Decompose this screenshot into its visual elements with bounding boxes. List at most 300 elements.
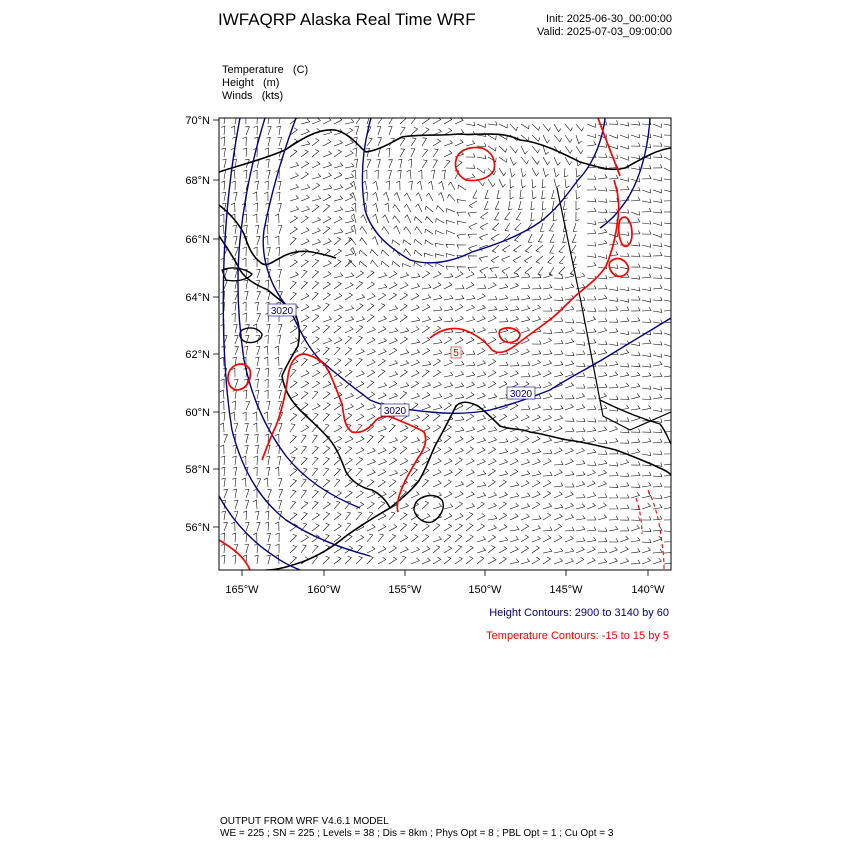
wind-barb (367, 327, 375, 333)
wind-barb (554, 318, 563, 322)
wind-barb (334, 282, 341, 289)
wind-barb (253, 214, 257, 223)
wind-barb (554, 483, 563, 488)
wind-barb (301, 304, 309, 311)
wind-barb (312, 370, 320, 377)
wind-barb (334, 293, 342, 300)
wind-barb (275, 346, 279, 355)
wind-barb (444, 295, 453, 300)
wind-barb (620, 287, 629, 291)
wind-barb (631, 287, 640, 291)
wind-barb (422, 284, 431, 289)
wind-barb (334, 196, 343, 201)
height-contour-west-1 (238, 118, 360, 508)
wind-barb (631, 472, 640, 476)
wind-barb (653, 330, 662, 334)
wind-barb (264, 236, 268, 245)
wind-barb (444, 318, 453, 323)
wind-barb (653, 373, 662, 377)
wind-barb (664, 406, 673, 410)
wind-barb (290, 501, 296, 509)
wind-barb (433, 317, 442, 322)
wind-barb (521, 168, 526, 177)
wind-barb (367, 448, 375, 454)
wind-barb (375, 170, 379, 179)
wind-barb (356, 381, 364, 388)
wind-barb (576, 330, 585, 334)
wind-barb (499, 381, 507, 388)
wind-barb (411, 371, 419, 378)
wind-barb (411, 360, 419, 366)
wind-barb (422, 128, 429, 135)
wind-barb (532, 557, 540, 564)
wind-barb (455, 437, 463, 444)
wind-barb (631, 197, 640, 201)
wind-barb (244, 434, 248, 443)
wind-barb (222, 159, 226, 168)
wind-barb (400, 337, 408, 344)
wind-barb (312, 468, 318, 476)
wind-barb (565, 339, 574, 344)
wind-barb (254, 115, 258, 124)
wind-barb (425, 229, 433, 234)
wind-barb (620, 383, 629, 388)
wind-barb (345, 218, 354, 223)
wind-barb (653, 297, 662, 301)
wind-barb (233, 280, 237, 289)
wind-barb (367, 534, 373, 542)
wind-barb (290, 469, 297, 477)
temperature-label-1 (451, 347, 461, 359)
temperature-contour-loop-far-east (619, 217, 632, 246)
temperature-contour-central-east (499, 328, 520, 343)
wind-barb (466, 272, 474, 278)
wind-barb (233, 390, 237, 399)
wind-barb (554, 157, 560, 165)
wind-barb (444, 403, 451, 410)
wind-barb (345, 228, 354, 234)
wind-barb (587, 503, 595, 509)
wind-barb (301, 392, 308, 400)
wind-barb (312, 305, 320, 311)
wind-barb (455, 272, 463, 279)
wind-barb (290, 162, 299, 168)
wind-barb (565, 558, 574, 564)
wind-barb (290, 435, 296, 443)
wind-barb (499, 537, 508, 542)
wind-barb (466, 535, 473, 542)
wind-barb (609, 438, 618, 443)
wind-barb (598, 209, 607, 213)
coastlines (219, 130, 671, 570)
wind-barb (587, 516, 596, 520)
wind-barb (477, 415, 486, 421)
wind-barb (477, 482, 486, 487)
wind-barb (312, 239, 321, 245)
wind-barb (488, 179, 495, 187)
wind-barb (275, 467, 279, 476)
wind-barb (620, 134, 628, 138)
wind-barb (334, 513, 341, 521)
wind-barb (631, 275, 640, 279)
wind-barb (466, 427, 475, 433)
wind-barb (334, 163, 343, 169)
wind-barb (345, 523, 351, 531)
wind-barb (664, 372, 673, 377)
wind-barb (587, 141, 596, 146)
wind-barb (301, 381, 309, 388)
wind-barb (499, 546, 507, 553)
wind-barb (538, 267, 543, 275)
wind-barb (510, 459, 518, 465)
wind-barb (587, 558, 595, 564)
wind-barb (349, 238, 356, 245)
wind-barb (631, 484, 640, 488)
wind-barb (447, 194, 455, 201)
wind-barb (502, 267, 510, 274)
cook-inlet-coast (390, 402, 671, 508)
wind-barb (587, 449, 596, 454)
wind-barb (609, 396, 618, 400)
wind-barb (345, 358, 352, 366)
wind-barb (653, 309, 662, 313)
wind-barb (620, 372, 629, 377)
wind-barb (345, 151, 353, 157)
wind-barb (422, 271, 430, 278)
wind-barb (378, 502, 385, 510)
wind-barb (394, 193, 400, 202)
wind-barb (367, 556, 373, 564)
wind-barb (631, 525, 640, 531)
wind-barb (378, 304, 385, 312)
wind-barb (312, 337, 319, 344)
wind-barb (356, 535, 364, 542)
wind-barb (477, 448, 485, 455)
wind-barb (411, 149, 415, 157)
wind-barb (257, 479, 261, 487)
wind-barb (576, 481, 585, 487)
wind-barb (587, 547, 595, 553)
wind-barb (510, 437, 518, 443)
wind-barb (277, 456, 281, 465)
wind-barb (231, 126, 235, 135)
wind-barb (444, 160, 450, 168)
wind-barb (276, 533, 280, 542)
wind-barb (411, 127, 418, 135)
wind-barb (573, 223, 577, 232)
height-contour-west-2 (223, 118, 370, 556)
wind-barb (598, 427, 607, 432)
wind-barb (425, 206, 433, 212)
wind-barb (653, 252, 662, 256)
wind-barb (609, 547, 617, 553)
wind-barb (242, 302, 246, 311)
wind-barb (385, 203, 390, 212)
wind-barb (488, 146, 496, 151)
wind-barb (351, 181, 356, 190)
wind-barb (598, 440, 607, 444)
wind-barb (488, 480, 495, 487)
wind-barb (245, 490, 249, 499)
wind-barb (466, 459, 474, 465)
wind-barb (221, 137, 225, 146)
wind-barb (587, 176, 596, 180)
wind-barb (400, 293, 408, 300)
wind-barb (653, 439, 662, 443)
wind-barb (359, 261, 367, 267)
wind-barb (550, 234, 554, 242)
wind-barb (576, 190, 580, 199)
wind-barb (418, 170, 422, 179)
field-winds: Winds (kts) (222, 90, 284, 102)
wind-barb (642, 287, 651, 291)
wind-barb (458, 185, 466, 190)
wind-barb (312, 490, 318, 498)
wind-barb (389, 316, 397, 322)
wind-barb (414, 250, 422, 256)
svg-text:3020: 3020 (383, 406, 407, 417)
wind-barb (631, 134, 640, 138)
wind-barb (554, 535, 562, 542)
wind-barb (367, 480, 374, 487)
wind-barb (433, 129, 441, 135)
wind-barb (598, 514, 607, 520)
wind-barb (563, 201, 567, 210)
wind-barb (323, 347, 329, 355)
wind-barb (598, 199, 607, 203)
wind-barb (275, 357, 279, 366)
wind-barb (222, 478, 226, 487)
wind-barb (532, 157, 539, 164)
wind-barb (389, 557, 397, 564)
wind-barb (254, 126, 258, 135)
wind-barb (664, 395, 673, 399)
wind-barb (400, 547, 408, 553)
wind-barb (312, 413, 318, 421)
wind-barb (433, 470, 441, 476)
wind-barb (266, 159, 270, 168)
wind-barb (334, 326, 341, 333)
wind-barb (290, 184, 299, 190)
wind-barb (244, 445, 248, 454)
wind-barb (510, 547, 518, 553)
wind-barb (222, 511, 226, 520)
latitude-label: 70°N (185, 115, 210, 127)
wind-barb (620, 527, 629, 531)
wind-barb (653, 386, 662, 390)
wind-barb (367, 271, 374, 278)
wind-barb (334, 425, 342, 432)
wind-barb (503, 245, 511, 252)
wind-barb (631, 242, 640, 246)
wind-barb (352, 170, 356, 179)
wind-barb (587, 208, 596, 212)
wind-barb (505, 223, 510, 231)
wind-barb (345, 207, 354, 212)
wind-barb (301, 512, 307, 520)
wind-barb (469, 245, 477, 251)
wind-barb (354, 159, 358, 168)
wind-barb (543, 472, 552, 476)
wind-barb (345, 393, 353, 399)
wind-barb (255, 225, 259, 234)
wind-barb (488, 306, 497, 311)
wind-barb (653, 177, 662, 181)
wind-barb (510, 503, 519, 509)
wind-barb (510, 316, 519, 322)
wind-barb (491, 234, 499, 241)
wind-barb (620, 505, 629, 509)
wind-barb (565, 404, 573, 410)
wind-barb (488, 437, 497, 443)
wind-barb (433, 139, 441, 146)
wind-barb (345, 480, 352, 487)
wind-barb (631, 211, 639, 215)
wind-barb (334, 249, 342, 256)
wind-barb (312, 183, 320, 190)
wind-barb (367, 138, 372, 146)
wind-barb (301, 239, 309, 245)
wind-barb (455, 427, 464, 432)
wind-barb (411, 547, 419, 553)
wind-barb (242, 478, 246, 487)
wind-barb (378, 284, 387, 289)
wind-barb (587, 198, 596, 202)
wind-barb (532, 471, 541, 476)
wind-barb (598, 240, 607, 245)
wind-barb (642, 558, 650, 564)
wind-barb (664, 220, 673, 224)
wind-barb (521, 448, 530, 454)
wind-barb (277, 181, 281, 190)
wind-barb (510, 482, 519, 487)
wind-barb (620, 473, 629, 477)
wind-barb (554, 351, 563, 356)
wind-barb (356, 371, 364, 377)
wind-barb (532, 525, 541, 531)
wind-barb (378, 293, 386, 300)
wind-barb (301, 141, 310, 146)
wind-barb (389, 546, 397, 553)
wind-barb (598, 494, 607, 498)
wind-barb (400, 304, 407, 311)
wind-barb (642, 265, 651, 269)
wind-barb (455, 535, 462, 543)
wind-barb (290, 479, 297, 487)
wind-barb (664, 144, 673, 148)
wind-barb (495, 201, 499, 209)
wind-barb (520, 190, 524, 199)
wind-barb (565, 395, 574, 399)
wind-barb (521, 436, 529, 443)
wind-barb (334, 359, 341, 367)
temperature-contour-main (262, 354, 426, 512)
temperature-legend: Temperature Contours: -15 to 15 by 5 (486, 630, 669, 642)
wind-barb (466, 382, 474, 388)
wind-barb (510, 415, 518, 421)
wind-barb (587, 242, 596, 246)
wind-barb (400, 391, 407, 399)
wind-barb (312, 457, 318, 465)
wind-barb (598, 218, 607, 223)
wind-barb (488, 546, 495, 553)
wind-barb (525, 245, 532, 253)
wind-barb (598, 318, 607, 322)
wind-barb (455, 502, 462, 509)
wind-barb (499, 274, 508, 278)
wind-barb (444, 447, 452, 454)
longitude-label: 140°W (631, 584, 665, 596)
wind-barb (664, 549, 673, 553)
wind-barb (521, 179, 526, 188)
wind-barb (265, 181, 269, 190)
wind-barb (620, 318, 629, 322)
wind-barb (499, 394, 508, 399)
wind-barb (400, 447, 407, 455)
wind-barb (664, 176, 673, 180)
wind-barb (587, 186, 596, 190)
wind-barb (378, 393, 386, 399)
wind-barb (468, 267, 477, 271)
wind-barb (466, 337, 474, 344)
wind-barb (371, 260, 379, 267)
wind-barb (234, 423, 238, 432)
wind-barb (587, 296, 596, 300)
wind-barb (231, 412, 235, 421)
wind-barb (642, 503, 651, 509)
wind-barb (367, 294, 375, 300)
wind-barb (323, 479, 330, 487)
wind-barb (255, 181, 259, 190)
wind-barb (521, 546, 529, 553)
wind-barb (466, 154, 475, 158)
longitude-label: 155°W (388, 584, 422, 596)
wind-barb (466, 282, 474, 289)
wind-barb (587, 308, 596, 312)
wind-barb (492, 223, 499, 231)
wind-barb (631, 166, 640, 170)
wind-barb (466, 317, 475, 323)
wind-barb (609, 298, 618, 302)
wind-barb (466, 513, 473, 521)
wind-barb (510, 124, 518, 131)
wind-barb (631, 121, 640, 125)
wind-barb (231, 203, 235, 212)
wind-barb (455, 394, 464, 399)
wind-barb (446, 244, 455, 248)
wind-barb (554, 340, 563, 344)
wind-barb (477, 274, 486, 278)
wind-barb (266, 401, 270, 410)
wind-barb (536, 245, 543, 252)
wind-barb (542, 190, 546, 199)
wind-barb (466, 524, 473, 532)
wind-barb (598, 481, 606, 487)
wind-barb (389, 524, 397, 531)
wind-barb (411, 317, 420, 322)
wind-barb (265, 511, 269, 520)
wind-barb (543, 360, 552, 366)
wind-barb (631, 449, 640, 454)
wind-barb (378, 316, 386, 322)
wind-barb (631, 342, 640, 346)
wind-barb (345, 447, 352, 455)
wind-barb (559, 267, 565, 275)
wind-barb (373, 214, 379, 223)
wind-barb (479, 256, 488, 261)
wind-barb (519, 201, 523, 210)
wind-barb (356, 316, 365, 322)
